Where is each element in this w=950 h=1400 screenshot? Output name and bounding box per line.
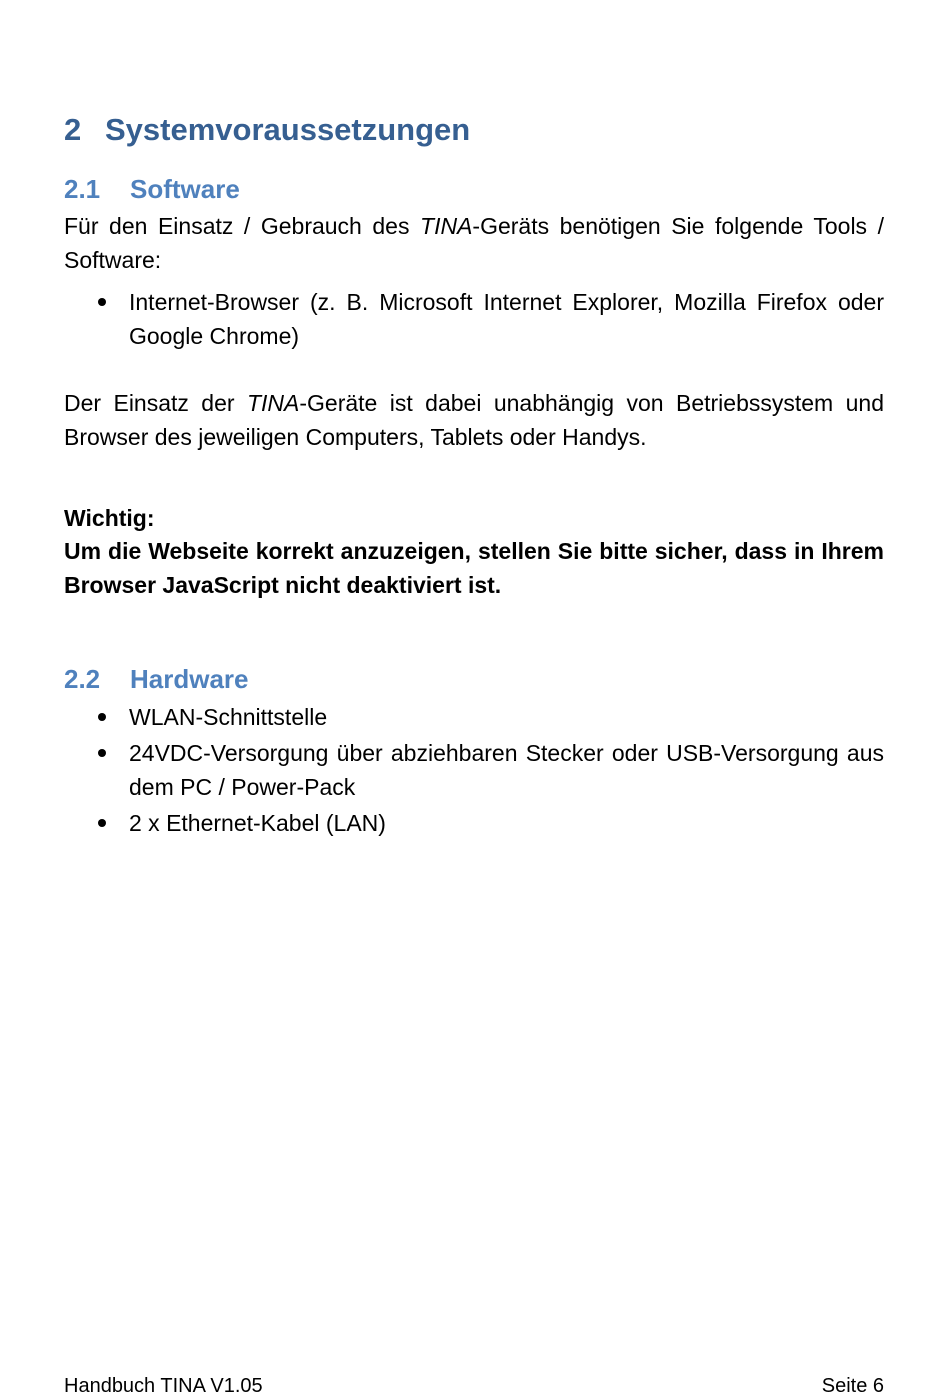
important-note: Um die Webseite korrekt anzuzeigen, stellen Sie bitte sicher, dass in Ihrem Browser JavaScript nicht deaktiviert ist. bbox=[64, 538, 884, 598]
list-item-text: Internet-Browser (z. B. Microsoft Internet Explorer, Mozilla Firefox oder Google Chrome) bbox=[129, 289, 884, 349]
bullet-icon bbox=[98, 298, 106, 306]
list-item bbox=[64, 700, 884, 734]
chapter-heading bbox=[64, 110, 470, 150]
software-list bbox=[64, 285, 884, 353]
list-item-text: WLAN-Schnittstelle bbox=[129, 704, 328, 730]
section-title: Hardware bbox=[130, 664, 249, 694]
bullet-icon bbox=[98, 819, 106, 827]
list-item-text: 24VDC-Versorgung über abziehbaren Stecker oder USB-Versorgung aus dem PC / Power-Pack bbox=[129, 740, 884, 800]
section-number: 2.1 bbox=[64, 174, 101, 204]
footer-document-title: Handbuch TINA V1.05 bbox=[64, 1375, 263, 1397]
page-footer bbox=[64, 1372, 884, 1400]
brand-name: TINA bbox=[420, 213, 473, 239]
software-intro-paragraph bbox=[64, 209, 884, 277]
list-item bbox=[64, 736, 884, 804]
list-item bbox=[64, 285, 884, 353]
important-label: Wichtig: bbox=[64, 505, 155, 531]
chapter-title: Systemvoraussetzungen bbox=[105, 112, 471, 147]
bullet-icon bbox=[98, 749, 106, 757]
independence-paragraph bbox=[64, 386, 884, 454]
brand-name: TINA bbox=[246, 390, 300, 416]
para2-text-start: Der Einsatz der bbox=[64, 390, 247, 416]
intro-text-end: -Geräts benötigen Sie folgende Tools / Software: bbox=[64, 213, 884, 273]
section-heading-hardware bbox=[64, 662, 249, 696]
section-title: Software bbox=[130, 174, 240, 204]
hardware-list bbox=[64, 700, 884, 840]
chapter-number: 2 bbox=[64, 112, 82, 147]
list-item bbox=[64, 806, 884, 840]
document-page bbox=[64, 0, 884, 1398]
footer-page-number: Seite 6 bbox=[821, 1375, 884, 1397]
list-item-text: 2 x Ethernet-Kabel (LAN) bbox=[129, 810, 386, 836]
section-number: 2.2 bbox=[64, 664, 101, 694]
intro-text-start: Für den Einsatz / Gebrauch des bbox=[64, 213, 421, 239]
section-heading-software bbox=[64, 172, 240, 206]
para2-text-end: -Geräte ist dabei unabhängig von Betriebssystem und Browser des jeweiligen Computers, Tablets oder Handys. bbox=[64, 390, 884, 450]
bullet-icon bbox=[98, 713, 106, 721]
